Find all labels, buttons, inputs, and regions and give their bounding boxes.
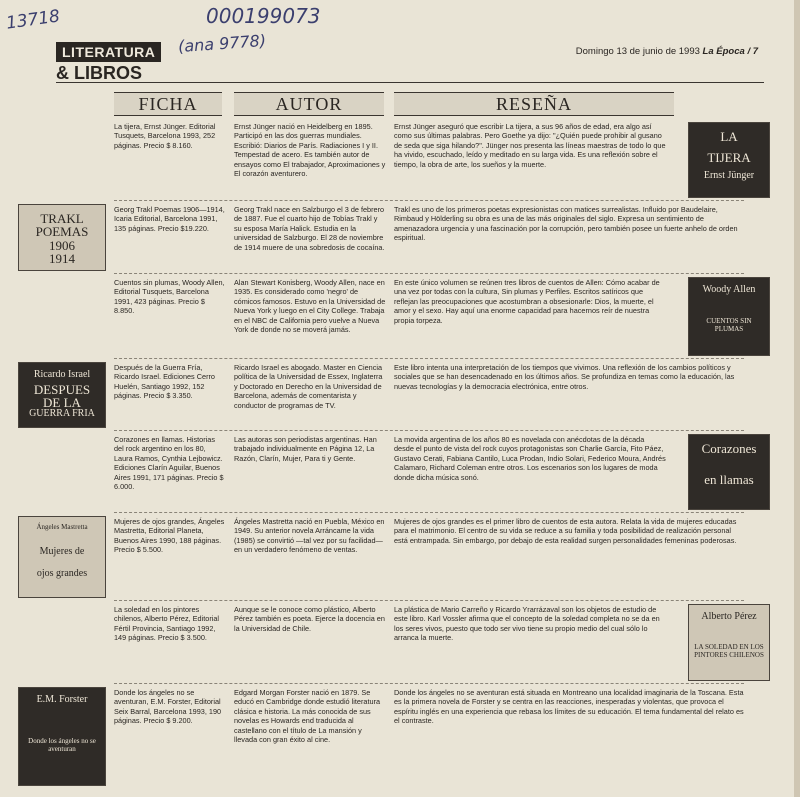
- book-review: Mujeres de ojos grandes es el primer libro de cuentos de esta autora. Relata la vida de mujeres educadas para el matrimonio. El centro de su vida se reduce a su familia y toda posibilidad de realización personal está entrampada. Sin embargo, por debajo de esta realidad surgen personalidades femeninas poderosas.: [394, 517, 737, 545]
- cover-text: Mujeres de: [39, 545, 85, 557]
- top-rule: [56, 82, 764, 83]
- column-header-resena: RESEÑA: [394, 92, 674, 116]
- date: Domingo 13 de junio de 1993: [575, 46, 700, 57]
- book-review: Trakl es uno de los primeros poetas expresionistas con matices surrealistas. Influido por Baudelaire, Rimbaud y Hölderling su obra es una de las más originales del siglo. Expresa un sentimiento de amenazadora urgencia y una fascinación por la corrupción, pero también posee un fuerte anhelo de orden espiritual.: [394, 205, 738, 243]
- author-bio: Las autoras son periodistas argentinas. Han trabajado individualmente en Página 12, La Razón, Clarín, Mujer, Para ti y Gente.: [234, 435, 377, 463]
- cover-text: E.M. Forster: [36, 694, 88, 705]
- cover-text: TRAKL: [40, 211, 84, 226]
- book-ficha: Mujeres de ojos grandes, Ángeles Mastretta, Editorial Planeta, Buenos Aires 1990, 188 páginas. Precio $ 5.500.: [114, 517, 225, 555]
- review-row: [114, 273, 744, 359]
- book-ficha: Cuentos sin plumas, Woody Allen, Editorial Tusquets, Barcelona 1991, 423 páginas. Precio $ 8.850.: [114, 278, 225, 316]
- author-bio: Georg Trakl nace en Salzburgo el 3 de febrero de 1887. Fue el cuarto hijo de Tobías Trakl y su esposa María Halick. Estudia en la universidad de Salzburgo. El 28 de noviembre de 1914 muere de una sobredosis de cocaína.: [234, 205, 385, 252]
- cover-text: Alberto Pérez: [701, 611, 757, 622]
- review-row: [114, 118, 744, 200]
- cover-text: LA: [720, 129, 738, 144]
- handwritten-number-1: 13718: [4, 6, 62, 34]
- author-bio: Ángeles Mastretta nació en Puebla, México en 1949. Su anterior novela Arráncame la vida (1985) se convirtió —tal vez por su facilidad— en un verdadero fenómeno de ventas.: [234, 517, 385, 555]
- book-cover: [688, 434, 770, 510]
- section-masthead: [56, 42, 161, 84]
- page-edge: [794, 0, 800, 797]
- review-row: [114, 430, 744, 513]
- book-review: La plástica de Mario Carreño y Ricardo Yrarrázaval son los objetos de estudio de este libro. Karl Vossler afirma que el concepto de la soledad completa no se da en los seres vivos, puesto que todo ser vivo tiene su propio medio del cual sólo lo arranca la muerte.: [394, 605, 660, 643]
- cover-text: Woody Allen: [702, 284, 756, 295]
- cover-text: en llamas: [704, 472, 754, 487]
- cover-text: DE LA: [43, 395, 81, 410]
- book-ficha: Georg Trakl Poemas 1906—1914, Icaria Editorial, Barcelona 1991, 135 páginas. Precio $19.220.: [114, 205, 225, 233]
- cover-text: TIJERA: [707, 149, 751, 165]
- cover-text: GUERRA FRIA: [29, 408, 95, 419]
- author-bio: Ricardo Israel es abogado. Master en Ciencia política de la Universidad de Essex, Inglaterra y Doctorado en Derecho en la Universidad de Barcelona, además de comentarista y conductor de programas de TV.: [234, 363, 383, 410]
- cover-text: DESPUES: [33, 382, 91, 397]
- book-cover: [18, 362, 106, 428]
- cover-text: 1906: [49, 237, 75, 253]
- book-ficha: Donde los ángeles no se aventuran, E.M. Forster, Editorial Seix Barral, Barcelona 1993, 190 páginas. Precio $ 9.200.: [114, 688, 222, 726]
- cover-text: 1914: [49, 250, 75, 266]
- cover-text: CUENTOS SIN PLUMAS: [706, 316, 752, 333]
- page-number: / 7: [747, 46, 758, 57]
- cover-text: Ángeles Mastretta: [36, 523, 88, 531]
- cover-text: Ernst Jünger: [703, 170, 755, 182]
- author-bio: Aunque se le conoce como plástico, Alberto Pérez también es poeta. Ejerce la docencia en la Universidad de Chile.: [234, 605, 385, 633]
- book-cover: [18, 687, 106, 786]
- book-ficha: La soledad en los pintores chilenos, Alberto Pérez, Editorial Fértil Provincia, Santiago 1992, 149 páginas. Precio $ 3.500.: [114, 605, 220, 643]
- book-cover: [18, 516, 106, 598]
- author-bio: Alan Stewart Konisberg, Woody Allen, nace en 1935. Es considerado como 'negro' de cómicos famosos. Estuvo en la Universidad de Nueva York y luego en el City College. Trabaja en el NBC de California pero vuelve a Nueva York de donde no se moverá jamás.: [234, 278, 386, 335]
- author-bio: Ernst Jünger nació en Heidelberg en 1895. Participó en las dos guerras mundiales. Escribió: Diarios de París. Radiaciones I y II. Tempestad de acero. Es también autor de ensayos como El trabajador, Aproximaciones y El corazón aventurero.: [234, 122, 386, 179]
- book-ficha: Corazones en llamas. Historias del rock argentino en los 80, Laura Ramos, Cynthia Lejbowicz. Ediciones Clarín Aguilar, Buenos Aires 1991, 171 páginas. Precio $ 6.000.: [114, 435, 224, 492]
- review-row: [114, 200, 744, 274]
- dateline: [576, 46, 758, 57]
- cover-text: Donde los ángeles no se aventuran: [28, 736, 96, 753]
- cover-text: POEMAS: [35, 224, 89, 240]
- book-review: Ernst Jünger aseguró que escribir La tijera, a sus 96 años de edad, era algo así como sus últimas palabras. Pero Goethe ya dijo: "¿Quién puede prohibir al gusano de seda que siga hilando?". Jünger nos presenta las líneas maestras de todo lo que ha vivido, escuchado, leído y meditado en su larga vida. Es una reflexión sobre el tiempo, la obra de arte, los sueños y la muerte.: [394, 122, 666, 169]
- masthead-literatura: LITERATURA: [56, 42, 161, 62]
- book-review: Este libro intenta una interpretación de los tiempos que vivimos. Una reflexión de los cambios políticos y sociales que se han desencadenado en los últimos años. Se profundiza en temas como la educación, las nuevas tecnologías y la democracia electrónica, entre otros.: [394, 363, 735, 391]
- book-ficha: Después de la Guerra Fría, Ricardo Israel. Ediciones Cerro Huelén, Santiago 1992, 152 páginas. Precio $ 3.350.: [114, 363, 215, 401]
- cover-text: LA SOLEDAD EN LOS PINTORES CHILENOS: [694, 642, 764, 659]
- review-row: [114, 683, 744, 789]
- book-cover: [688, 277, 770, 356]
- review-row: [114, 600, 744, 684]
- book-review: Donde los ángeles no se aventuran está situada en Montreano una localidad imaginaria de la Toscana. Esta es la primera novela de Forster y se centra en las reacciones, inesperadas y violentas, que provoca el espíritu inglés en una experiencia que rebasa los límites de su educación. El tema fundamental del relato es el contraste.: [394, 688, 744, 726]
- book-cover: [688, 604, 770, 681]
- book-ficha: La tijera, Ernst Jünger. Editorial Tusquets, Barcelona 1993, 252 páginas. Precio $ 8.160.: [114, 122, 216, 150]
- column-header-ficha: FICHA: [114, 92, 222, 116]
- newspaper-name: La Época: [702, 46, 745, 57]
- cover-text: Corazones: [701, 441, 757, 456]
- book-review: En este único volumen se reúnen tres libros de cuentos de Allen: Cómo acabar de una vez por todas con la cultura, Sin plumas y Perfiles. Escritos satíricos que reflejan las preocupaciones que acostumbran a obsesionarle: Dios, la muerte, el amor y el sexo. Hay aquí una enorme capacidad para hacernos reír de nuestra propia torpeza.: [394, 278, 660, 325]
- review-row: [114, 512, 744, 601]
- book-cover: [688, 122, 770, 198]
- cover-text: ojos grandes: [36, 568, 88, 580]
- masthead-libros: & LIBROS: [56, 63, 143, 83]
- cover-text: Ricardo Israel: [33, 369, 91, 380]
- book-review: La movida argentina de los años 80 es novelada con anécdotas de la década desde el punto de vista del rock cuyos protagonistas son Charlie García, Fito Páez, Gustavo Cerati, Fabiana Cantilo, Luca Prodan, Indio Solari, Federico Moura, Andrés Calamaro, Richard Coleman entre otros. Los escenarios son los lugares de moda donde dicha música sonó.: [394, 435, 666, 482]
- review-row: [114, 358, 744, 431]
- column-header-autor: AUTOR: [234, 92, 384, 116]
- book-cover: [18, 204, 106, 271]
- handwritten-number-3: (ana 9778): [177, 30, 267, 57]
- handwritten-number-2: 000199073: [206, 4, 321, 28]
- author-bio: Edgard Morgan Forster nació en 1879. Se educó en Cambridge donde estudió literatura clásica e historia. La más conocida de sus novelas es Howards end traducida al castellano con el título de La mansión y llevada con gran éxito al cine.: [234, 688, 381, 745]
